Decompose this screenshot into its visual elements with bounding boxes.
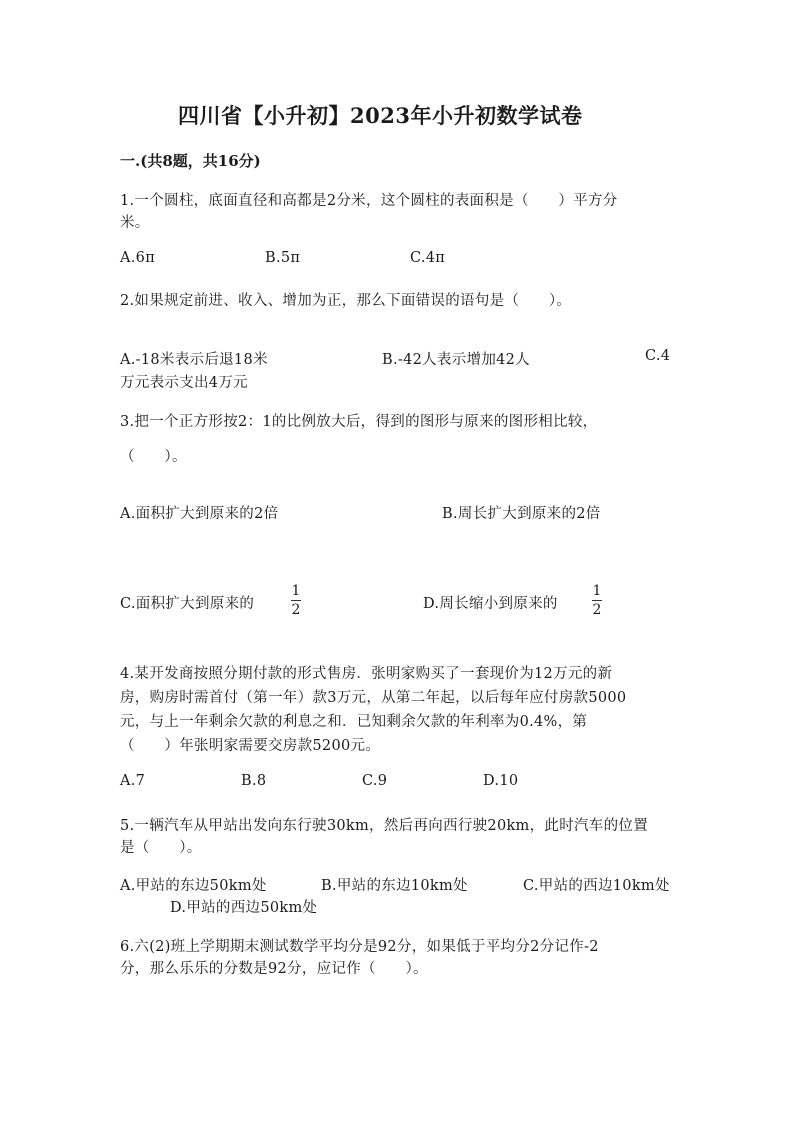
question-text: 5.一辆汽车从甲站出发向东行驶30km，然后再向西行驶20km，此时汽车的位置 <box>120 818 649 834</box>
question-text: 2.如果规定前进、收入、增加为正，那么下面错误的语句是（ ）。 <box>120 293 572 309</box>
fraction-denominator: 2 <box>291 602 301 618</box>
option-b: B.8 <box>241 773 267 789</box>
option-a: A.-18米表示后退18米 <box>120 352 268 368</box>
option-a: A.7 <box>120 773 146 789</box>
option-d: D.周长缩小到原来的 <box>423 596 558 612</box>
question-text: （ ）年张明家需要交房款5200元。 <box>120 738 381 754</box>
option-a: A.面积扩大到原来的2倍 <box>120 506 279 522</box>
option-d: D.10 <box>483 773 519 789</box>
fraction-bar <box>592 600 602 601</box>
question-text: 6.六(2)班上学期期末测试数学平均分是92分，如果低于平均分2分记作-2 <box>120 939 599 955</box>
fraction-one-half <box>588 584 606 617</box>
fraction-numerator: 1 <box>291 583 301 599</box>
fraction-bar <box>291 600 301 601</box>
option-c: C.甲站的西边10km处 <box>523 878 670 894</box>
fraction-numerator: 1 <box>592 583 602 599</box>
option-b: B.-42人表示增加42人 <box>382 352 530 368</box>
fraction-denominator: 2 <box>592 602 602 618</box>
option-c: C.面积扩大到原来的 <box>120 596 255 612</box>
option-c: C.9 <box>362 773 388 789</box>
option-a: A.6π <box>120 250 156 266</box>
option-c: C.4π <box>410 250 446 266</box>
question-text: 米。 <box>120 215 150 231</box>
question-text: 分，那么乐乐的分数是92分，应记作（ ）。 <box>120 961 428 977</box>
option-c: C.4 <box>645 348 671 364</box>
fraction-one-half <box>287 584 305 617</box>
section-heading: 一.(共8题，共16分) <box>120 152 261 170</box>
option-c-continued: 万元表示支出4万元 <box>120 375 248 391</box>
page-title: 四川省【小升初】2023年小升初数学试卷 <box>178 103 583 128</box>
option-b: B.5π <box>265 250 301 266</box>
question-text: 房，购房时需首付（第一年）款3万元，从第二年起，以后每年应付房款5000 <box>120 690 627 706</box>
option-a: A.甲站的东边50km处 <box>120 878 267 894</box>
question-text: 4.某开发商按照分期付款的形式售房．张明家购买了一套现价为12万元的新 <box>120 666 613 682</box>
option-b: B.周长扩大到原来的2倍 <box>442 506 601 522</box>
question-text: 元，与上一年剩余欠款的利息之和．已知剩余欠款的年利率为0.4%，第 <box>120 714 588 730</box>
question-text: 1.一个圆柱，底面直径和高都是2分米，这个圆柱的表面积是（ ）平方分 <box>120 193 618 209</box>
question-text: 是（ ）。 <box>120 840 202 856</box>
question-text: （ ）。 <box>120 449 187 465</box>
option-d: D.甲站的西边50km处 <box>170 900 318 916</box>
option-b: B.甲站的东边10km处 <box>321 878 468 894</box>
question-text: 3.把一个正方形按2：1的比例放大后，得到的图形与原来的图形相比较， <box>120 414 598 430</box>
